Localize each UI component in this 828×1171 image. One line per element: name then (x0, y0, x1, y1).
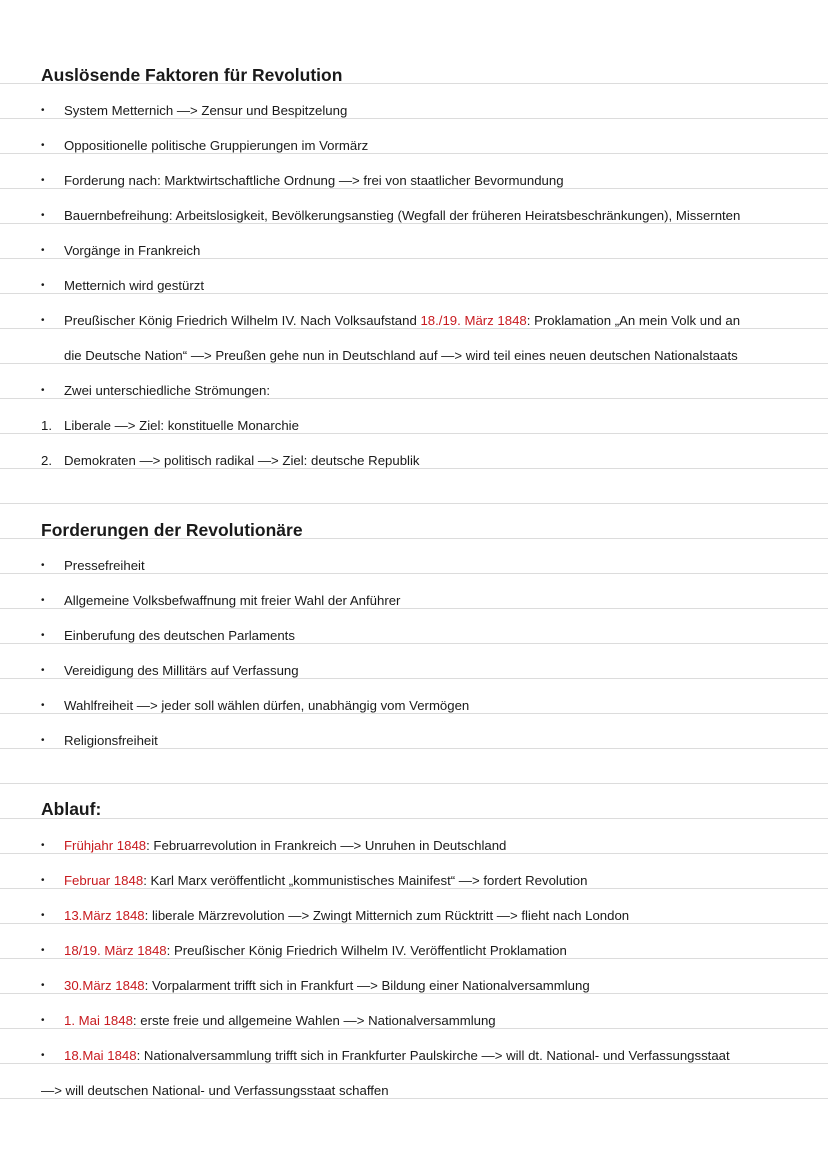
bullet-icon: • (41, 140, 45, 151)
list-item-text: Allgemeine Volksbefwaffnung mit freier Wahl der Anführer (64, 593, 401, 608)
list-item-text: Demokraten —> politisch radikal —> Ziel: deutsche Republik (64, 453, 420, 468)
bullet-icon: • (41, 840, 45, 851)
footer-text: —> will deutschen National- und Verfassungsstaat schaffen (41, 1083, 389, 1098)
number-marker: 2. (41, 453, 52, 468)
date-highlight: 1. Mai 1848 (64, 1013, 133, 1028)
continuation-text: die Deutsche Nation“ —> Preußen gehe nun in Deutschland auf —> wird teil eines neuen deutschen Nationalstaats (64, 348, 738, 363)
bullet-icon: • (41, 875, 45, 886)
list-item-text: Religionsfreiheit (64, 733, 158, 748)
ruled-line (0, 783, 828, 784)
list-item-text: System Metternich —> Zensur und Bespitzelung (64, 103, 348, 118)
bullet-icon: • (41, 210, 45, 221)
list-item-text (64, 1047, 730, 1065)
list-item-text: Vereidigung des Millitärs auf Verfassung (64, 663, 299, 678)
bullet-icon: • (41, 175, 45, 186)
bullet-icon: • (41, 315, 45, 326)
bullet-icon: • (41, 385, 45, 396)
bullet-icon: • (41, 595, 45, 606)
bullet-icon: • (41, 980, 45, 991)
bullet-icon: • (41, 1015, 45, 1026)
list-item-text (64, 907, 629, 925)
list-item-prefix: Preußischer König Friedrich Wilhelm IV. Nach Volksaufstand (64, 313, 421, 328)
list-item-rest: : Preußischer König Friedrich Wilhelm IV. Veröffentlicht Proklamation (166, 943, 567, 958)
bullet-icon: • (41, 945, 45, 956)
list-item-text (64, 942, 567, 960)
list-item-text: Forderung nach: Marktwirtschaftliche Ordnung —> frei von staatlicher Bevormundung (64, 173, 564, 188)
bullet-icon: • (41, 910, 45, 921)
bullet-icon: • (41, 245, 45, 256)
bullet-icon: • (41, 105, 45, 116)
list-item-rest: : Februarrevolution in Frankreich —> Unruhen in Deutschland (146, 838, 507, 853)
list-item-rest: : liberale Märzrevolution —> Zwingt Mitternich zum Rücktritt —> flieht nach London (144, 908, 630, 923)
list-item-text: Metternich wird gestürzt (64, 278, 204, 293)
list-item-text (64, 837, 506, 855)
list-item-text: Pressefreiheit (64, 558, 145, 573)
list-item-rest: : Vorpalarment trifft sich in Frankfurt —> Bildung einer Nationalversammlung (144, 978, 590, 993)
bullet-icon: • (41, 280, 45, 291)
ruled-line (0, 503, 828, 504)
list-item-text: Oppositionelle politische Gruppierungen im Vormärz (64, 138, 369, 153)
list-item-text: Bauernbefreihung: Arbeitslosigkeit, Bevölkerungsanstieg (Wegfall der früheren Heiratsbeschränkungen), Missernten (64, 208, 741, 223)
section-heading: Auslösende Faktoren für Revolution (41, 65, 343, 85)
list-item-text: Einberufung des deutschen Parlaments (64, 628, 295, 643)
list-item-text: Wahlfreiheit —> jeder soll wählen dürfen, unabhängig vom Vermögen (64, 698, 470, 713)
ruled-line (0, 818, 828, 819)
date-highlight: 18.Mai 1848 (64, 1048, 137, 1063)
list-item-rest: : erste freie und allgemeine Wahlen —> Nationalversammlung (132, 1013, 496, 1028)
list-item-text (64, 312, 740, 330)
list-item-text: Liberale —> Ziel: konstituelle Monarchie (64, 418, 299, 433)
date-highlight: 18/19. März 1848 (64, 943, 167, 958)
list-item-rest: : Karl Marx veröffentlicht „kommunistisches Mainifest“ —> fordert Revolution (143, 873, 588, 888)
bullet-icon: • (41, 700, 45, 711)
date-highlight: 13.März 1848 (64, 908, 145, 923)
date-highlight: 18./19. März 1848 (420, 313, 527, 328)
date-highlight: Frühjahr 1848 (64, 838, 147, 853)
footer-note (41, 1082, 818, 1100)
list-item-rest: : Nationalversammlung trifft sich in Frankfurter Paulskirche —> will dt. National- und Verfassungsstaat (136, 1048, 730, 1063)
bullet-icon: • (41, 665, 45, 676)
list-item-text: Zwei unterschiedliche Strömungen: (64, 383, 270, 398)
list-item-text: Vorgänge in Frankreich (64, 243, 201, 258)
bullet-icon: • (41, 735, 45, 746)
bullet-icon: • (41, 1050, 45, 1061)
list-item-text (64, 1012, 496, 1030)
section-heading: Forderungen der Revolutionäre (41, 520, 303, 540)
list-item-text (64, 872, 587, 890)
date-highlight: 30.März 1848 (64, 978, 145, 993)
list-item-rest: : Proklamation „An mein Volk und an (526, 313, 741, 328)
list-item-text (64, 977, 590, 995)
bullet-icon: • (41, 560, 45, 571)
bullet-icon: • (41, 630, 45, 641)
date-highlight: Februar 1848 (64, 873, 144, 888)
section-heading: Ablauf: (41, 799, 102, 819)
number-marker: 1. (41, 418, 52, 433)
